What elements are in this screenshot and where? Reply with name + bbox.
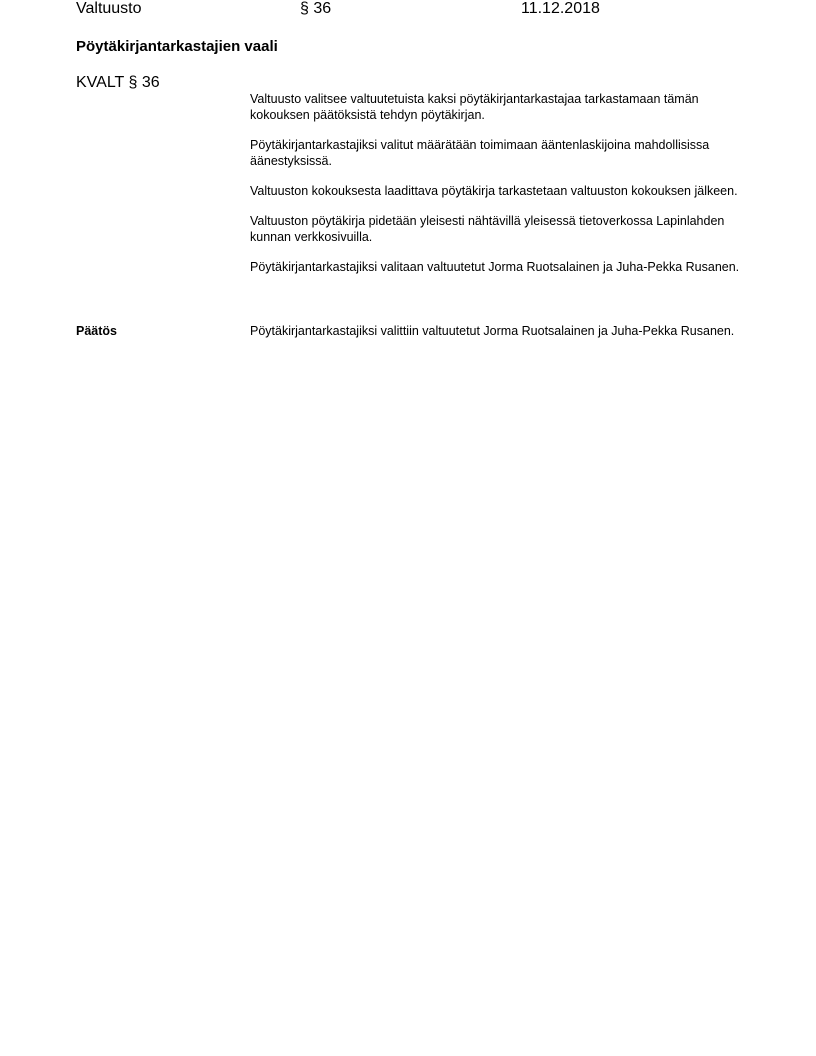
body-paragraph: Valtuuston kokouksesta laadittava pöytäkirja tarkastetaan valtuuston kokouksen jälkeen. bbox=[250, 184, 738, 198]
header-body-name: Valtuusto bbox=[76, 0, 142, 17]
body-paragraph: Pöytäkirjantarkastajiksi valitaan valtuutetut Jorma Ruotsalainen ja Juha-Pekka Rusanen. bbox=[250, 260, 740, 274]
page-header bbox=[0, 0, 816, 19]
body-paragraph: Pöytäkirjantarkastajiksi valitut määrätään toimimaan ääntenlaskijoina mahdollisissa äänestyksissä. bbox=[250, 138, 710, 168]
decision-text: Pöytäkirjantarkastajiksi valittiin valtuutetut Jorma Ruotsalainen ja Juha-Pekka Rusanen. bbox=[250, 324, 735, 338]
header-section-number: § 36 bbox=[300, 0, 332, 17]
decision-label: Päätös bbox=[76, 324, 117, 338]
case-reference: KVALT § 36 bbox=[76, 74, 160, 91]
body-paragraph: Valtuusto valitsee valtuutetuista kaksi pöytäkirjantarkastajaa tarkastamaan tämän kokouksen päätöksistä tehdyn pöytäkirjan. bbox=[250, 92, 699, 122]
body-paragraph: Valtuuston pöytäkirja pidetään yleisesti nähtävillä yleisessä tietoverkossa Lapinlahden kunnan verkkosivuilla. bbox=[250, 214, 725, 244]
header-meeting-date: 11.12.2018 bbox=[521, 0, 600, 17]
item-title: Pöytäkirjantarkastajien vaali bbox=[76, 38, 278, 55]
item-body bbox=[250, 91, 740, 289]
